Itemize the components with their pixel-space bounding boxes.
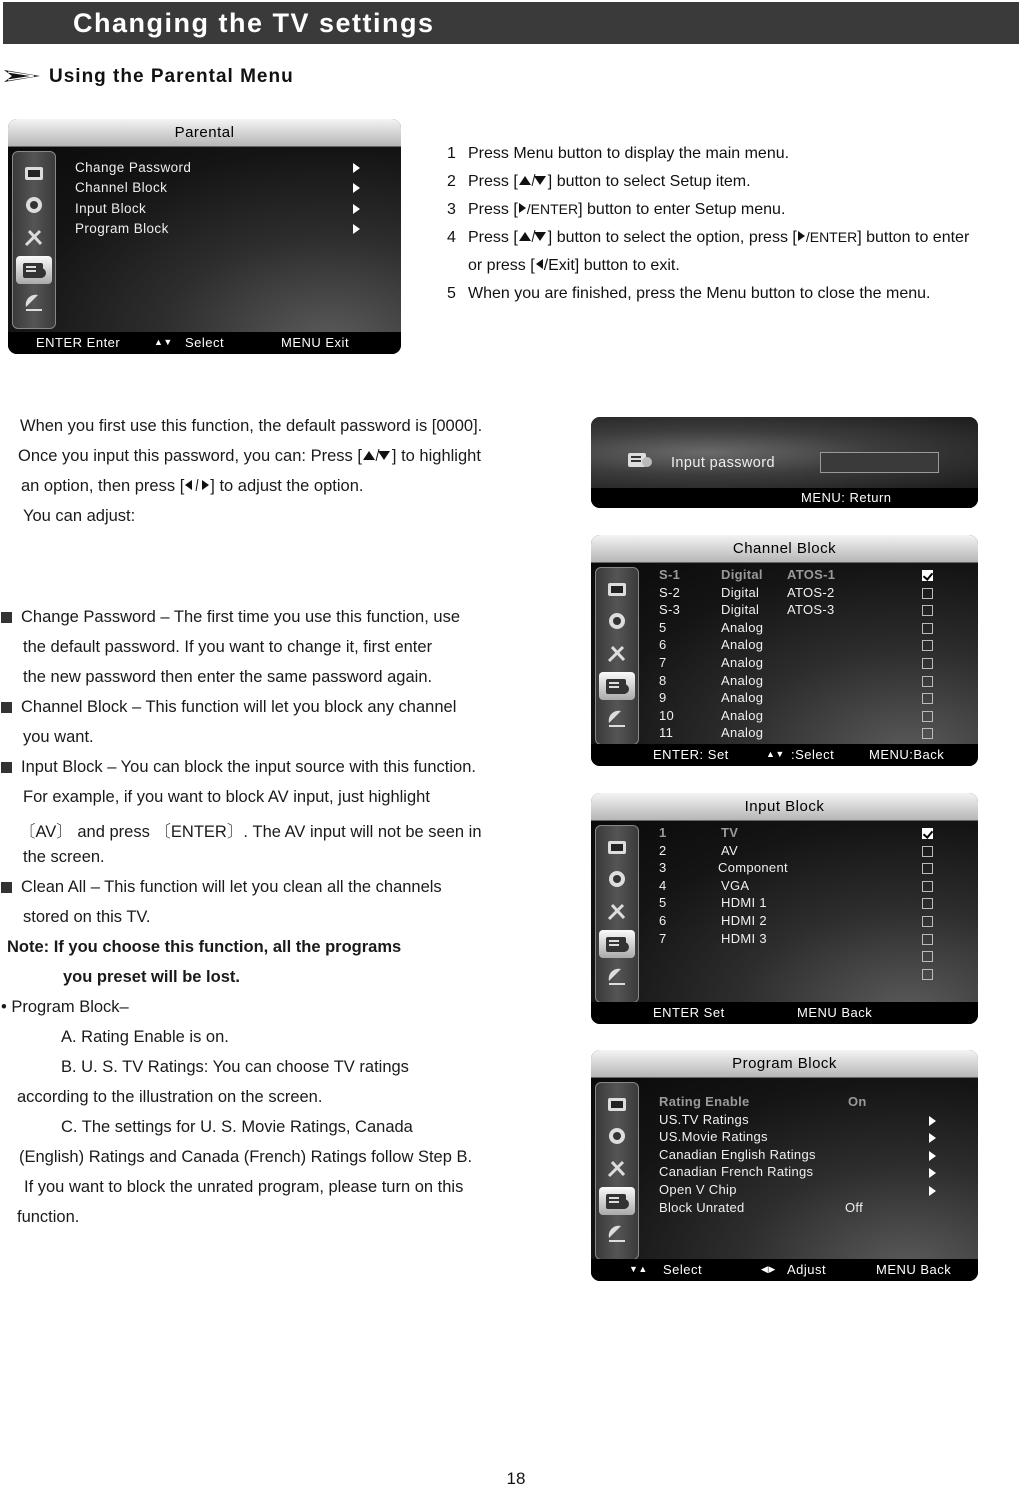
- satellite-icon[interactable]: [606, 966, 628, 986]
- bullet-text: Input Block – You can block the input source with this function.: [21, 758, 476, 776]
- block-checkbox[interactable]: [922, 934, 933, 945]
- menu-sidebar: [12, 151, 56, 329]
- parental-menu-footer: [8, 332, 401, 354]
- section-title: Using the Parental Menu: [49, 66, 294, 87]
- channel-type: Analog: [721, 637, 764, 653]
- input-block-footer: [591, 1002, 978, 1024]
- program-block-text: A. Rating Enable is on.: [61, 1028, 229, 1046]
- tools-icon[interactable]: [606, 644, 628, 664]
- input-source-name: Component: [718, 860, 788, 876]
- bullet-square-icon: [1, 762, 12, 773]
- channel-block-footer: [591, 744, 978, 766]
- satellite-icon[interactable]: [606, 708, 628, 728]
- input-source-name: AV: [721, 842, 738, 858]
- input-source-name: TV: [721, 825, 739, 840]
- input-source-name: HDMI 3: [721, 930, 767, 946]
- program-block-text: If you want to block the unrated program, please turn on this: [24, 1178, 464, 1196]
- input-number: 2: [659, 842, 667, 858]
- picture-icon[interactable]: [23, 164, 45, 184]
- submenu-arrow-icon: [353, 224, 360, 234]
- channel-type: Digital: [721, 567, 763, 582]
- picture-icon[interactable]: [606, 580, 628, 600]
- block-checkbox[interactable]: [922, 658, 933, 669]
- menu-item-program-block[interactable]: Program Block: [75, 221, 169, 236]
- bullet-text: Change Password – The first time you use this function, use: [21, 608, 461, 626]
- program-option-label[interactable]: Rating Enable: [659, 1094, 750, 1109]
- up-down-arrows-icon: ▲▼: [154, 337, 173, 347]
- input-source-name: HDMI 1: [721, 895, 767, 911]
- left-arrow-icon: [535, 257, 544, 275]
- input-number: 7: [659, 930, 667, 946]
- submenu-arrow-icon: [929, 1151, 936, 1161]
- input-source-name: HDMI 2: [721, 913, 767, 928]
- footer-menu-hint: MENU Back: [876, 1262, 952, 1277]
- footer-menu-hint: MENU:Back: [869, 747, 945, 762]
- picture-icon[interactable]: [606, 838, 628, 858]
- bullet-text: Channel Block – This function will let you block any channel: [21, 698, 457, 716]
- footer-menu-hint: MENU Back: [797, 1005, 873, 1020]
- program-option-value: Off: [845, 1199, 864, 1215]
- step-3: 3 Press [ /ENTER] button to enter Setup menu.: [447, 201, 786, 219]
- channel-number: 9: [659, 690, 667, 706]
- up-down-arrows-icon: ▼▲: [629, 1264, 648, 1274]
- parental-lock-icon[interactable]: [16, 256, 52, 284]
- left-right-arrows-icon: [184, 477, 210, 496]
- page-header: [3, 2, 1019, 44]
- password-label: Input password: [671, 455, 775, 471]
- block-checkbox[interactable]: [922, 640, 933, 651]
- parental-menu-body: [8, 147, 401, 332]
- block-checkbox[interactable]: [922, 676, 933, 687]
- block-checkbox[interactable]: [922, 728, 933, 739]
- input-block-body: [591, 821, 978, 1002]
- parental-lock-icon: [626, 450, 654, 475]
- channel-name: ATOS-2: [787, 584, 835, 600]
- input-number: 3: [659, 860, 667, 876]
- tools-icon[interactable]: [606, 902, 628, 922]
- input-number: 1: [659, 825, 667, 840]
- parental-lock-icon[interactable]: [599, 672, 635, 700]
- submenu-arrow-icon: [353, 183, 360, 193]
- parental-menu-screen: [8, 119, 401, 354]
- up-down-arrows-icon: [518, 229, 548, 247]
- bullet-text: stored on this TV.: [23, 908, 151, 926]
- password-footer: [591, 488, 978, 508]
- menu-item-input-block[interactable]: Input Block: [75, 201, 147, 216]
- program-block-body: [591, 1078, 978, 1259]
- channel-type: Analog: [721, 672, 764, 688]
- footer-select-hint: Select: [185, 335, 225, 350]
- channel-number: 5: [659, 619, 667, 635]
- bullet-text: you want.: [23, 728, 94, 746]
- block-checkbox[interactable]: [922, 828, 933, 839]
- sound-icon[interactable]: [23, 195, 45, 215]
- parental-menu-title: Parental: [8, 119, 401, 147]
- block-checkbox[interactable]: [922, 969, 933, 980]
- bullet-text: For example, if you want to block AV input, just highlight: [23, 788, 430, 806]
- menu-item-change-password[interactable]: Change Password: [75, 160, 192, 175]
- channel-name: ATOS-1: [787, 567, 836, 582]
- intro-line-3: an option, then press [ ] to adjust the option.: [21, 477, 364, 495]
- submenu-arrow-icon: [929, 1186, 936, 1196]
- channel-type: Analog: [721, 619, 764, 635]
- channel-type: Digital: [721, 584, 760, 600]
- bullet-text: the screen.: [23, 848, 105, 866]
- channel-block-title: Channel Block: [591, 535, 978, 563]
- channel-block-screen: [591, 535, 978, 766]
- block-checkbox[interactable]: [922, 693, 933, 704]
- footer-select-hint: Select: [663, 1262, 703, 1277]
- parental-lock-icon[interactable]: [599, 930, 635, 958]
- sound-icon[interactable]: [606, 611, 628, 631]
- channel-number: 7: [659, 655, 667, 670]
- picture-icon[interactable]: [606, 1095, 628, 1115]
- program-block-title: Program Block: [591, 1050, 978, 1078]
- up-down-arrows-icon: ▲▼: [766, 749, 785, 759]
- channel-number: 8: [659, 672, 667, 688]
- bullet-text: 〔AV〕 and press 〔ENTER〕. The AV input will not be seen in: [19, 823, 482, 841]
- channel-number: 11: [659, 725, 674, 741]
- up-down-arrows-icon: [362, 447, 392, 466]
- menu-sidebar: [595, 1082, 639, 1260]
- program-block-text: according to the illustration on the screen.: [17, 1088, 323, 1106]
- note-line-1: Note: If you choose this function, all the programs: [7, 938, 402, 956]
- program-block-text: B. U. S. TV Ratings: You can choose TV ratings: [61, 1058, 409, 1076]
- block-checkbox[interactable]: [922, 881, 933, 892]
- program-block-text: function.: [17, 1208, 80, 1226]
- right-arrow-icon: [797, 229, 806, 247]
- page-title: Changing the TV settings: [73, 8, 435, 38]
- block-checkbox[interactable]: [922, 898, 933, 909]
- step-1: 1 Press Menu button to display the main menu.: [447, 145, 790, 162]
- input-block-title: Input Block: [591, 793, 978, 821]
- intro-line-4: You can adjust:: [23, 507, 136, 525]
- footer-menu-hint: MENU: Return: [801, 490, 892, 505]
- input-number: 6: [659, 913, 667, 928]
- block-checkbox[interactable]: [922, 711, 933, 722]
- channel-type: Analog: [721, 655, 764, 670]
- footer-enter-hint: ENTER: Set: [653, 747, 729, 762]
- pointer-arrow-icon: [4, 68, 40, 84]
- footer-adjust-hint: Adjust: [787, 1262, 827, 1277]
- menu-item-channel-block[interactable]: Channel Block: [75, 180, 168, 195]
- page-number: 18: [506, 1469, 526, 1487]
- program-option-label[interactable]: US.Movie Ratings: [659, 1129, 768, 1145]
- menu-sidebar: [595, 567, 639, 745]
- submenu-arrow-icon: [353, 204, 360, 214]
- program-option-label[interactable]: Canadian French Ratings: [659, 1164, 814, 1180]
- channel-block-body: [591, 563, 978, 744]
- channel-number: S-1: [659, 567, 681, 582]
- submenu-arrow-icon: [353, 163, 360, 173]
- block-checkbox[interactable]: [922, 863, 933, 874]
- program-option-label[interactable]: Block Unrated: [659, 1199, 745, 1215]
- footer-select-hint: :Select: [791, 747, 835, 762]
- input-source-name: VGA: [721, 877, 750, 893]
- password-body: [591, 417, 978, 488]
- program-block-text: C. The settings for U. S. Movie Ratings, Canada: [61, 1118, 413, 1136]
- program-block-text: (English) Ratings and Canada (French) Ratings follow Step B.: [19, 1148, 473, 1166]
- bullet-square-icon: [1, 702, 12, 713]
- password-input[interactable]: [820, 452, 939, 473]
- footer-enter-hint: ENTER Enter: [36, 335, 121, 350]
- program-block-screen: [591, 1050, 978, 1281]
- intro-line-2: Once you input this password, you can: Press [ ] to highlight: [18, 447, 481, 465]
- channel-number: S-2: [659, 584, 681, 600]
- channel-type: Analog: [721, 725, 764, 741]
- input-block-screen: [591, 793, 978, 1024]
- sound-icon[interactable]: [606, 869, 628, 889]
- bullet-text: Clean All – This function will let you clean all the channels: [21, 878, 442, 896]
- submenu-arrow-icon: [929, 1133, 936, 1143]
- input-number: 5: [659, 895, 667, 911]
- menu-sidebar: [595, 825, 639, 1003]
- block-checkbox[interactable]: [922, 846, 933, 857]
- footer-enter-hint: ENTER Set: [653, 1005, 725, 1020]
- submenu-arrow-icon: [929, 1168, 936, 1178]
- satellite-icon[interactable]: [606, 1223, 628, 1243]
- tools-icon[interactable]: [606, 1159, 628, 1179]
- note-line-2: you preset will be lost.: [63, 968, 240, 986]
- input-number: 4: [659, 877, 667, 893]
- step-4: 4 Press [ ] button to select the option, press [ /ENTER] button to enter: [447, 229, 970, 247]
- bullet-square-icon: [1, 612, 12, 623]
- block-checkbox[interactable]: [922, 605, 933, 616]
- channel-name: ATOS-3: [787, 602, 835, 618]
- bullet-square-icon: [1, 882, 12, 893]
- bullet-text: the new password then enter the same password again.: [23, 668, 433, 686]
- channel-type: Digital: [721, 602, 760, 618]
- password-screen: [591, 417, 978, 508]
- step-5: 5 When you are finished, press the Menu button to close the menu.: [447, 285, 931, 302]
- bullet-text: the default password. If you want to change it, first enter: [23, 638, 433, 656]
- right-arrow-icon: [518, 201, 527, 219]
- intro-line-1: When you first use this function, the default password is [0000].: [20, 417, 483, 435]
- program-option-label[interactable]: US.TV Ratings: [659, 1111, 749, 1127]
- channel-type: Analog: [721, 707, 764, 723]
- program-block-text: • Program Block–: [1, 998, 129, 1016]
- program-block-footer: [591, 1259, 978, 1281]
- step-2: 2 Press [ ] button to select Setup item.: [447, 173, 751, 191]
- program-option-label[interactable]: Canadian English Ratings: [659, 1146, 816, 1162]
- program-option-label[interactable]: Open V Chip: [659, 1182, 737, 1197]
- tools-icon[interactable]: [23, 228, 45, 248]
- parental-lock-icon[interactable]: [599, 1187, 635, 1215]
- footer-menu-hint: MENU Exit: [281, 335, 350, 350]
- block-checkbox[interactable]: [922, 570, 933, 581]
- block-checkbox[interactable]: [922, 951, 933, 962]
- block-checkbox[interactable]: [922, 916, 933, 927]
- sound-icon[interactable]: [606, 1126, 628, 1146]
- channel-type: Analog: [721, 690, 764, 706]
- block-checkbox[interactable]: [922, 588, 933, 599]
- channel-number: 10: [659, 707, 675, 723]
- satellite-icon[interactable]: [23, 292, 45, 312]
- up-down-arrows-icon: [518, 173, 548, 191]
- submenu-arrow-icon: [929, 1116, 936, 1126]
- step-4-continued: or press [ /Exit] button to exit.: [468, 257, 680, 275]
- program-option-value: On: [848, 1094, 867, 1109]
- channel-number: S-3: [659, 602, 681, 618]
- block-checkbox[interactable]: [922, 623, 933, 634]
- left-right-arrows-icon: ◀▶: [761, 1264, 776, 1274]
- channel-number: 6: [659, 637, 667, 653]
